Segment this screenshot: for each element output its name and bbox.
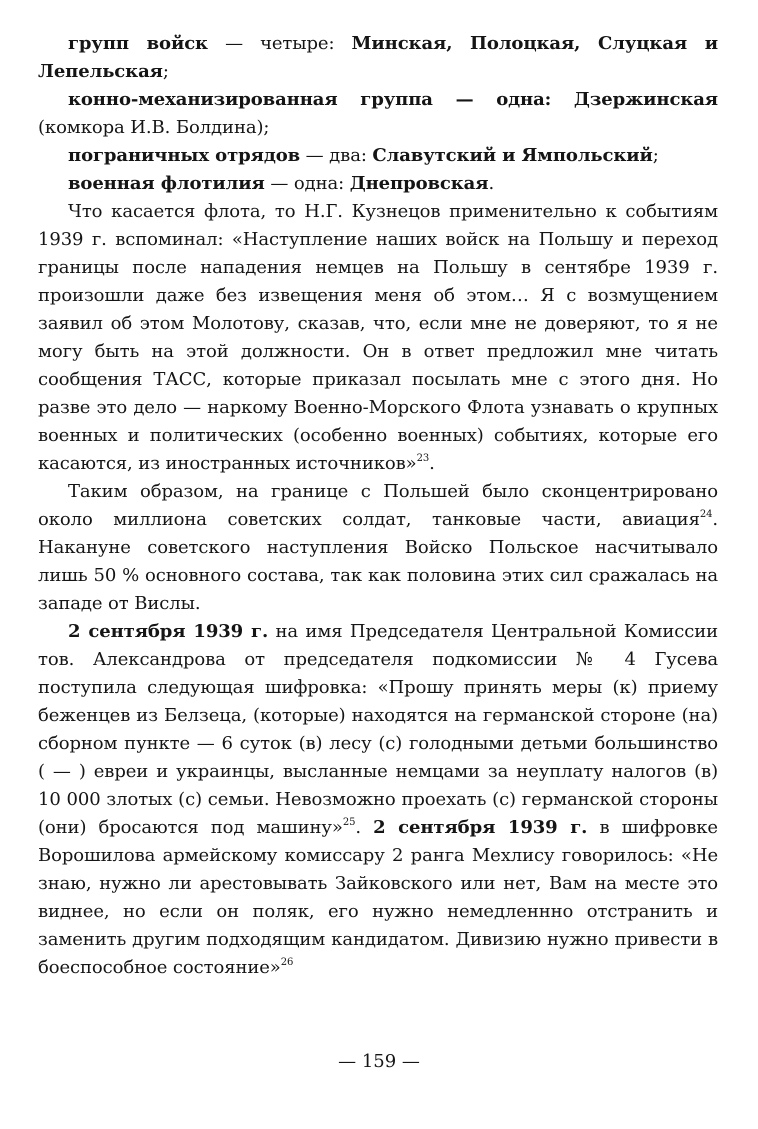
page-body	[38, 30, 718, 982]
paragraph-text-first: на имя Председателя Центральной Комиссии тов. Александрова от председателя подкомиссии № 4 Гусева поступила следующая шифровка: «Прошу принять меры (к) приему беженцев из Белзеца, (которые) находятся на германской стороне (на) сборном пункте — 6 суток (в) лесу (с) голодными детьми большинство ( — ) евреи и украинцы, высланные немцами за неуплату налогов (в) 10 000 злотых (с) семьи. Невозможно проехать (с) германской стороны (они) бросаются под машину»	[38, 621, 718, 838]
paragraph-ciphers	[38, 618, 718, 982]
list-label: военная флотилия	[68, 173, 265, 194]
paragraph-text: Что касается флота, то Н.Г. Кузнецов применительно к событиям 1939 г. вспоминал: «Наступление наших войск на Польшу и переход границы после нападения немцев на Польшу в сентябре 1939 г. произошли даже без извещения меня об этом… Я с возмущением заявил об этом Молотову, сказав, что, если мне не доверяют, то я не могу быть на этой должности. Он в ответ предложил мне читать сообщения ТАСС, которые приказал посылать мне с этого дня. Но разве это дело — наркому Военно-Морского Флота узнавать о крупных военных и политических (особенно военных) событиях, которые его касаются, из иностранных источников»	[38, 201, 718, 474]
date-second: 2 сентября 1939 г.	[373, 817, 588, 838]
list-separator: (комкора И.В. Болдина);	[38, 117, 270, 138]
list-label: конно-механизированная группа — одна: Дзержинская	[68, 89, 718, 110]
list-item-army-groups	[38, 30, 718, 86]
paragraph-tail: .	[429, 453, 435, 474]
footnote-ref-26: 26	[280, 957, 294, 968]
paragraph-kuznetsov	[38, 198, 718, 478]
list-separator: — четыре:	[207, 33, 352, 54]
footnote-ref-23: 23	[416, 453, 430, 464]
footnote-ref-25: 25	[342, 817, 356, 828]
paragraph-tail: . Накануне советского наступления Войско Польское насчитывало лишь 50 % основного состава, так как половина этих сил сражалась на западе от Вислы.	[38, 509, 718, 614]
footnote-ref-24: 24	[699, 509, 713, 520]
paragraph-text: Таким образом, на границе с Польшей было сконцентрировано около миллиона советских солдат, танковые части, авиация	[38, 481, 718, 530]
list-separator: — два:	[300, 145, 373, 166]
list-item-border-units	[38, 142, 718, 170]
list-item-cavalry-group	[38, 86, 718, 142]
paragraph-concentration	[38, 478, 718, 618]
list-end: .	[488, 173, 495, 194]
list-value: Славутский и Ямпольский	[372, 145, 653, 166]
list-value: Минская, Полоцкая, Слуцкая и Лепельская	[38, 33, 718, 82]
date-first: 2 сентября 1939 г.	[68, 621, 269, 642]
paragraph-mid: .	[355, 817, 374, 838]
list-item-flotilla	[38, 170, 718, 198]
list-end: ;	[162, 61, 169, 82]
list-separator: — одна:	[264, 173, 350, 194]
page-number: — 159 —	[338, 1051, 420, 1072]
list-label: групп войск	[68, 33, 208, 54]
list-label: пограничных отрядов	[68, 145, 301, 166]
list-value: Днепровская	[349, 173, 489, 194]
list-end: ;	[652, 145, 659, 166]
paragraph-text-second: в шифровке Ворошилова армейскому комиссару 2 ранга Мехлису говорилось: «Не знаю, нужно ли арестовывать Зайковского или нет, Вам на месте это виднее, но если он поляк, его нужно немедленнно отстранить и заменить другим подходящим кандидатом. Дивизию нужно привести в боеспособное состояние»	[38, 817, 718, 978]
